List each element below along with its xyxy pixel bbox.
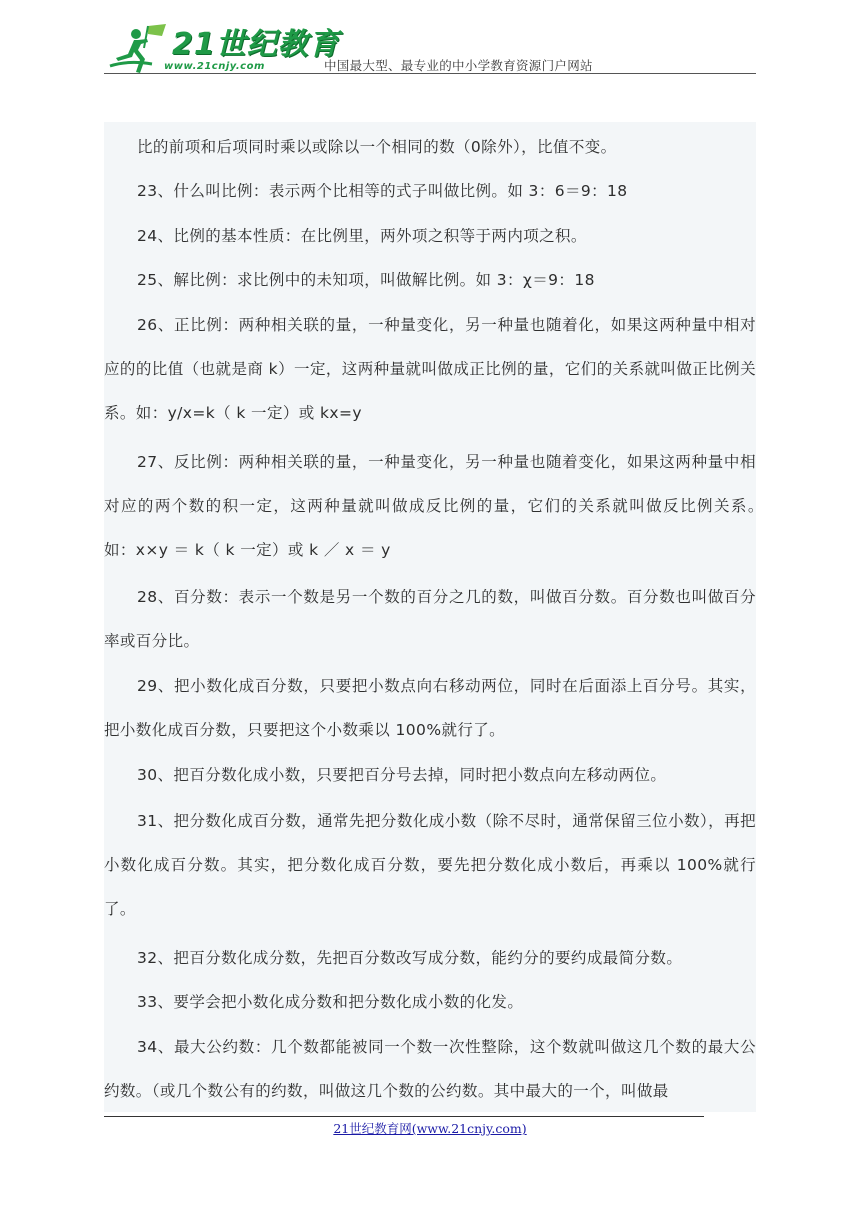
paragraph-27: 27、反比例：两种相关联的量，一种量变化，另一种量也随着变化，如果这两种量中相对应的两个数的积一定，这两种量就叫做成反比例的量，它们的关系就叫做反比例关系。 如：x×y ＝ k（ k 一定）或 k ／ x ＝ y — [104, 453, 804, 559]
paragraph-31: 31、把分数化成百分数，通常先把分数化成小数（除不尽时，通常保留三位小数），再把小数化成百分数。其实，把分数化成百分数，要先把分数化成小数后，再乘以 100%就行了。 — [104, 812, 756, 918]
page-header — [0, 0, 860, 80]
paragraph-26: 26、正比例：两种相关联的量，一种量变化，另一种量也随着化，如果这两种量中相对应的的比值（也就是商 k）一定，这两种量就叫做成正比例的量，它们的关系就叫做正比例关系。如：y/x=k（ k 一定）或 kx=y — [104, 316, 756, 422]
logo-url: www.21cnjy.com — [164, 61, 265, 72]
paragraph-29: 29、把小数化成百分数，只要把小数点向右移动两位，同时在后面添上百分号。其实，把小数化成百分数，只要把这个小数乘以 100%就行了。 — [104, 677, 756, 739]
footer-website-link[interactable]: 21世纪教育网(www.21cnjy.com) — [333, 1121, 527, 1136]
paragraph-32: 32、把百分数化成分数，先把百分数改写成分数，能约分的要约成最简分数。 — [137, 949, 683, 967]
header-slogan: 中国最大型、最专业的中小学教育资源门户网站 — [324, 58, 593, 73]
paragraph-33: 33、要学会把小数化成分数和把分数化成小数的化发。 — [137, 993, 524, 1011]
paragraph-24: 24、比例的基本性质：在比例里，两外项之积等于两内项之积。 — [137, 227, 587, 245]
footer-divider — [104, 1116, 704, 1117]
running-man-logo-icon — [108, 22, 168, 74]
header-divider — [104, 73, 756, 74]
paragraph-30: 30、把百分数化成小数，只要把百分号去掉，同时把小数点向左移动两位。 — [137, 766, 667, 784]
paragraph-34: 34、最大公约数：几个数都能被同一个数一次性整除，这个数就叫做这几个数的最大公约数。（或几个数公有的约数，叫做这几个数的公约数。其中最大的一个，叫做最 — [104, 1038, 756, 1100]
logo-wordmark: 21世纪教育 — [172, 27, 340, 62]
paragraph-ratio-property: 比的前项和后项同时乘以或除以一个相同的数（0除外），比值不变。 — [137, 138, 617, 156]
paragraph-25: 25、解比例：求比例中的未知项，叫做解比例。如 3：χ＝9：18 — [137, 271, 595, 289]
paragraph-28: 28、百分数：表示一个数是另一个数的百分之几的数，叫做百分数。百分数也叫做百分率或百分比。 — [104, 588, 756, 650]
paragraph-23: 23、什么叫比例：表示两个比相等的式子叫做比例。如 3：6＝9：18 — [137, 182, 628, 200]
